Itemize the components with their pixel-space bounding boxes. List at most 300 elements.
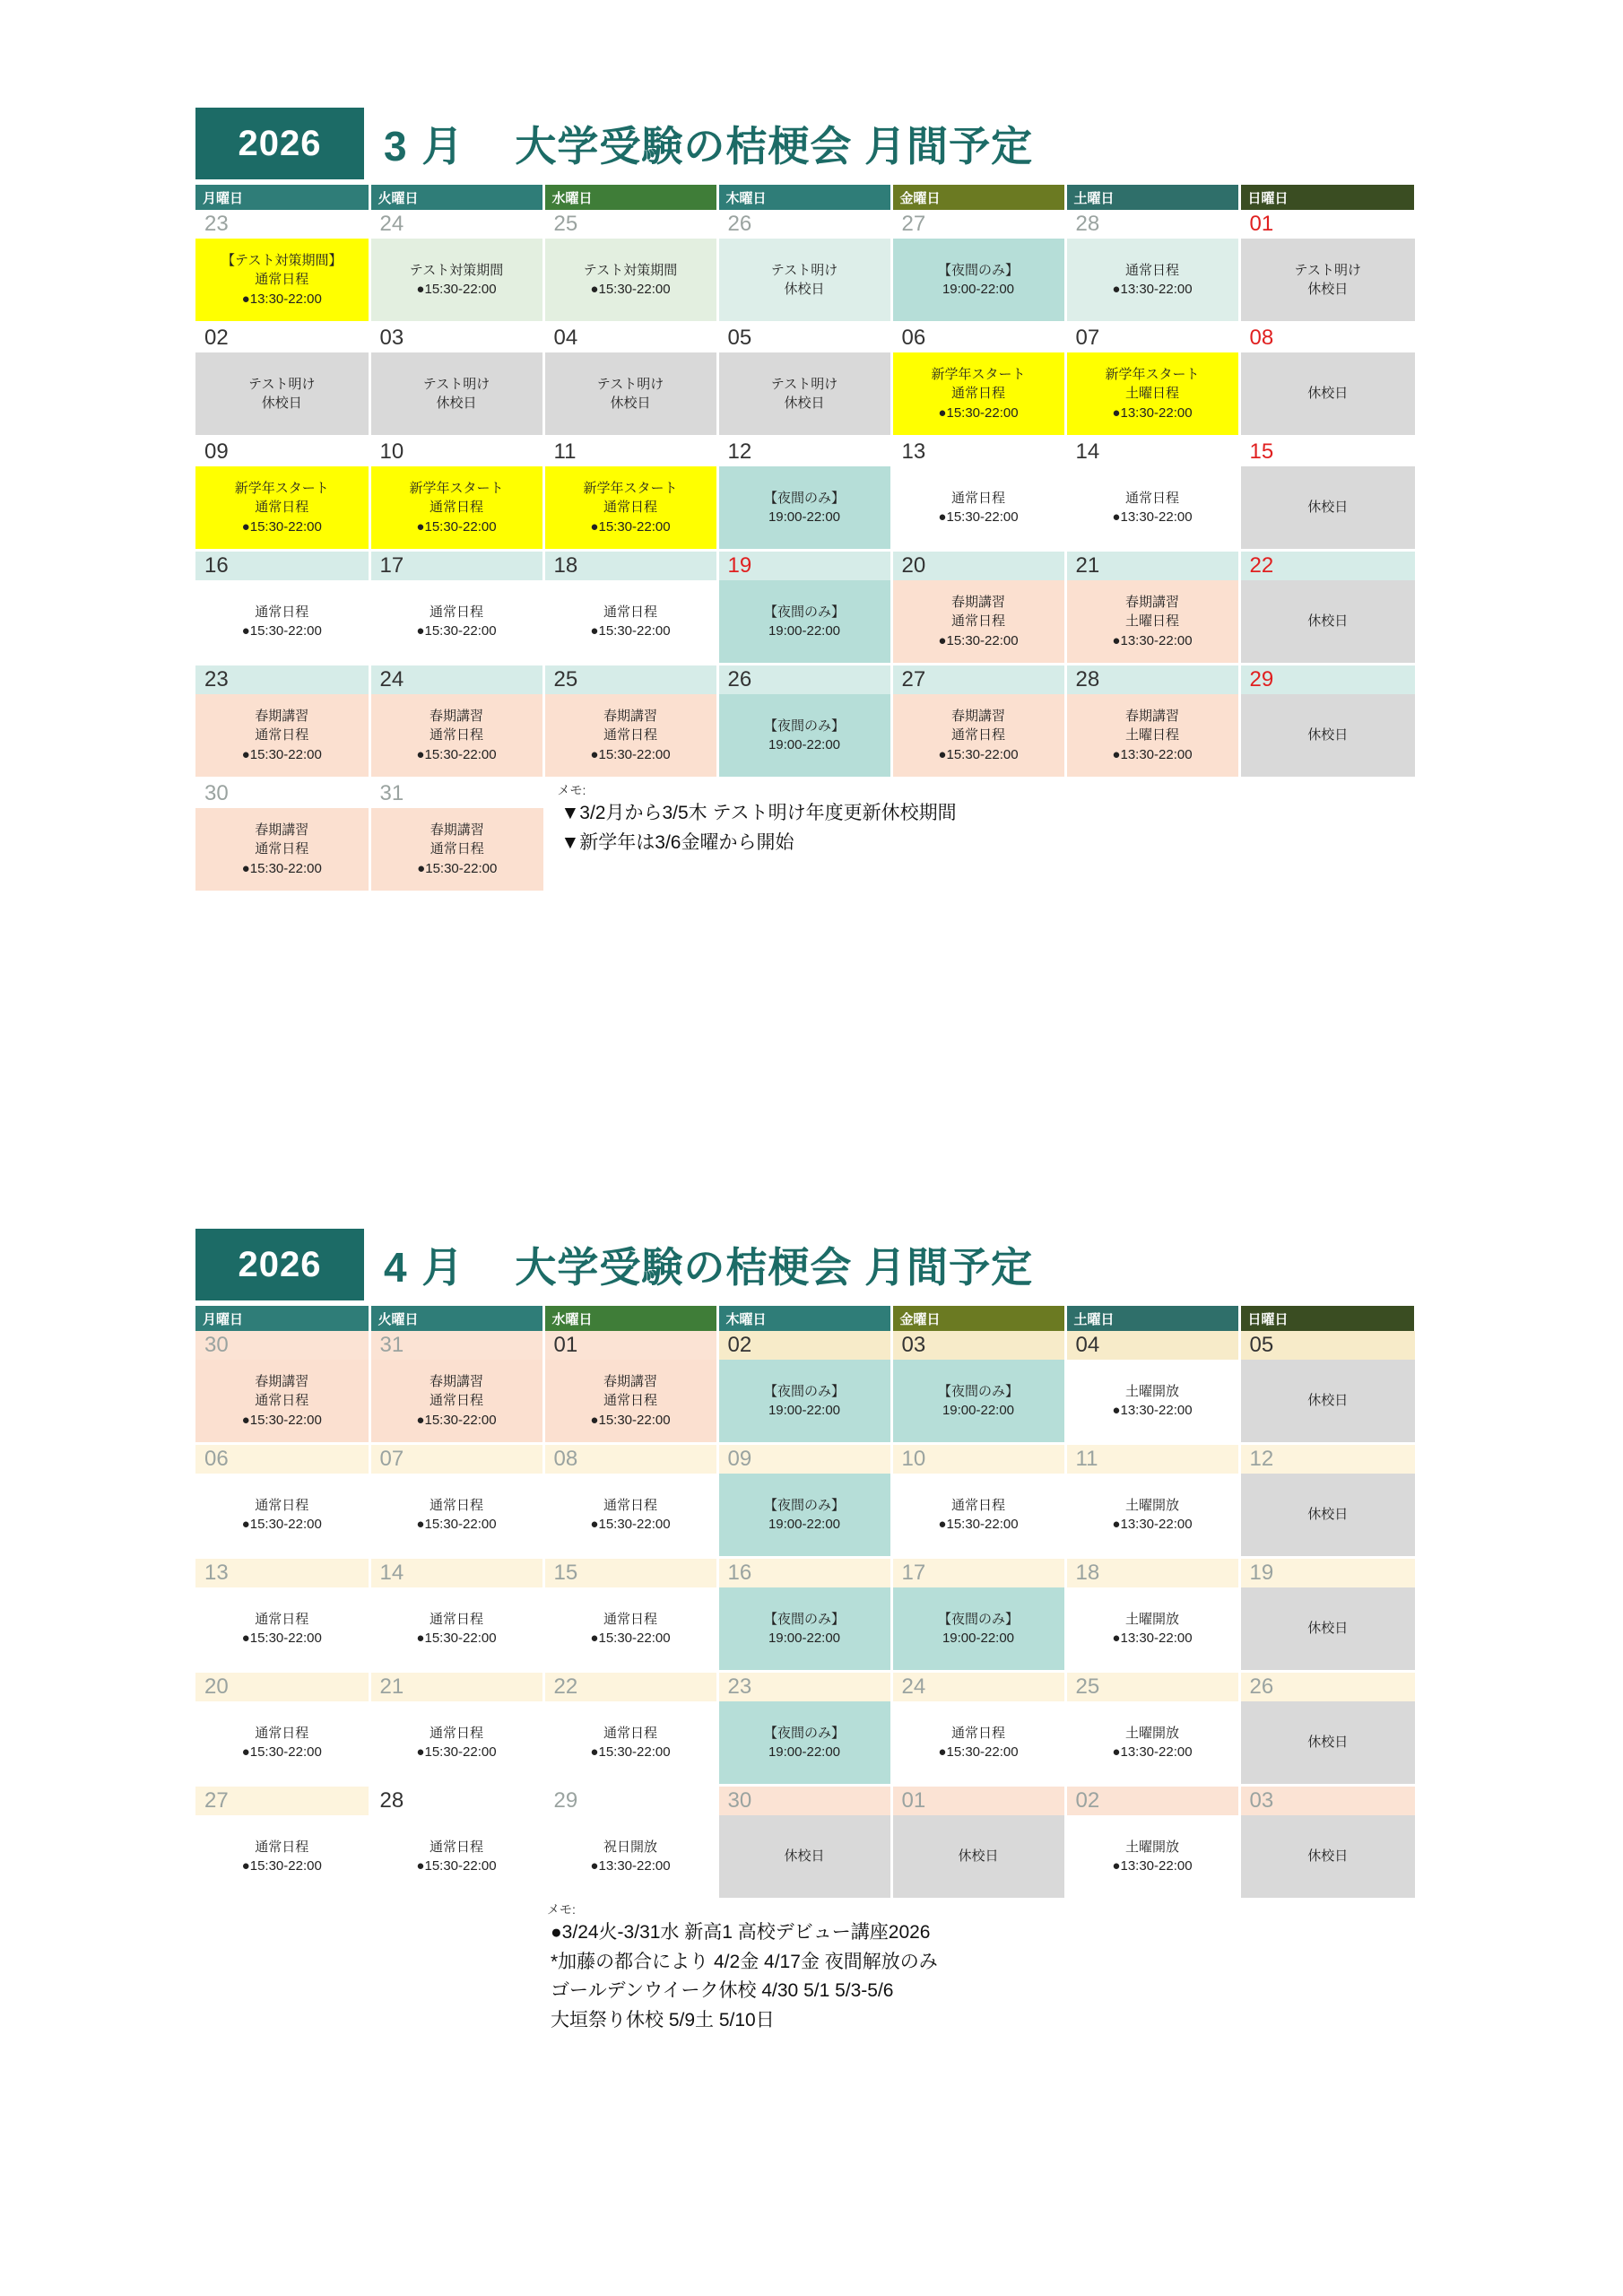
day-number: 16 — [717, 1558, 891, 1588]
weekday-monday: 月曜日 — [195, 185, 369, 210]
day-number: 25 — [543, 210, 717, 239]
day-cell — [1065, 1360, 1239, 1444]
cell-line-2: ●15:30-22:00 — [416, 1631, 497, 1646]
april-weekday-header — [195, 1306, 1415, 1331]
day-number: 18 — [543, 551, 717, 581]
april-calendar-table — [195, 1306, 1417, 1900]
cell-line-3: ●15:30-22:00 — [241, 860, 322, 876]
day-cell — [369, 808, 543, 892]
cell-line-1: 休校日 — [1307, 1848, 1349, 1865]
april-month-label: 4 月 — [384, 1244, 465, 1291]
day-number: 03 — [891, 1331, 1065, 1360]
day-number: 24 — [369, 665, 543, 695]
day-number: 27 — [891, 210, 1065, 239]
table-row — [195, 778, 1415, 809]
cell-line-2: ●13:30-22:00 — [1112, 1631, 1193, 1646]
cell-line-1: 通常日程 — [429, 1725, 483, 1741]
cell-line-1: 春期講習 — [1124, 595, 1179, 611]
cell-line-1: 通常日程 — [950, 1725, 1005, 1741]
day-number: 28 — [1065, 665, 1239, 695]
day-number: 15 — [1239, 437, 1415, 467]
day-cell — [891, 1701, 1065, 1786]
cell-line-3: 19:00-22:00 — [942, 282, 1015, 297]
day-cell — [369, 580, 543, 665]
weekday-monday: 月曜日 — [195, 1306, 369, 1331]
cell-line-2: 休校日 — [610, 396, 651, 411]
day-number: 17 — [369, 551, 543, 581]
cell-line-2: ●15:30-22:00 — [241, 1631, 322, 1646]
march-memo — [543, 778, 1415, 892]
day-cell — [1065, 352, 1239, 437]
cell-line-3: 19:00-22:00 — [768, 1517, 841, 1532]
day-cell — [195, 1360, 369, 1444]
day-cell — [369, 1701, 543, 1786]
cell-line-3: ●15:30-22:00 — [241, 1412, 322, 1428]
cell-line-2: ●13:30-22:00 — [1112, 1403, 1193, 1418]
day-cell — [195, 694, 369, 778]
cell-line-3: ●13:30-22:00 — [1112, 404, 1193, 421]
cell-line-1: 【夜間のみ】 — [763, 490, 845, 506]
day-number: 03 — [369, 323, 543, 353]
cell-line-1: 土曜開放 — [1124, 1839, 1179, 1855]
day-number: 07 — [1065, 323, 1239, 353]
day-number: 01 — [891, 1786, 1065, 1816]
cell-line-2: ●15:30-22:00 — [241, 1744, 322, 1760]
cell-line-1: 休校日 — [958, 1848, 999, 1865]
day-number: 08 — [1239, 323, 1415, 353]
cell-line-2: 通常日程 — [429, 727, 483, 744]
april-memo — [195, 1900, 1415, 2035]
cell-line-1: 休校日 — [1307, 386, 1349, 402]
cell-line-2: ●15:30-22:00 — [241, 623, 322, 639]
cell-line-1: 休校日 — [1307, 500, 1349, 516]
weekday-thursday: 木曜日 — [717, 185, 891, 210]
cell-line-3: ●15:30-22:00 — [590, 518, 671, 535]
day-number: 27 — [891, 665, 1065, 695]
march-title-row — [195, 108, 1415, 179]
march-calendar-table — [195, 185, 1417, 893]
day-cell — [1239, 1474, 1415, 1558]
cell-line-2: 土曜日程 — [1124, 727, 1179, 744]
weekday-saturday: 土曜日 — [1065, 185, 1239, 210]
cell-line-2: ●13:30-22:00 — [1112, 1858, 1193, 1874]
day-cell — [717, 466, 891, 551]
cell-line-1: 祝日開放 — [603, 1839, 657, 1855]
cell-line-3: ●15:30-22:00 — [590, 746, 671, 762]
table-row — [195, 466, 1415, 551]
cell-line-1: 通常日程 — [255, 1611, 309, 1627]
day-cell — [891, 239, 1065, 323]
cell-line-2: ●15:30-22:00 — [590, 623, 671, 639]
day-cell — [369, 466, 543, 551]
day-cell — [543, 1474, 717, 1558]
cell-line-1: 春期講習 — [603, 709, 657, 725]
day-number: 23 — [717, 1672, 891, 1702]
cell-line-3: 19:00-22:00 — [768, 509, 841, 525]
day-cell — [543, 352, 717, 437]
day-number: 26 — [1239, 1672, 1415, 1702]
day-cell — [891, 694, 1065, 778]
cell-line-2: 休校日 — [784, 282, 825, 297]
day-cell — [195, 1587, 369, 1672]
day-cell — [717, 239, 891, 323]
cell-line-1: 新学年スタート — [931, 367, 1026, 383]
day-cell — [543, 580, 717, 665]
table-row — [195, 1786, 1415, 1816]
day-number: 12 — [717, 437, 891, 467]
day-number: 06 — [891, 323, 1065, 353]
day-cell — [1239, 1587, 1415, 1672]
memo-line-2: *加藤の都合により 4/2金 4/17金 夜間解放のみ — [551, 1951, 938, 1972]
memo-line-2: ▼新学年は3/6金曜から開始 — [560, 831, 794, 853]
day-cell — [369, 1360, 543, 1444]
weekday-sunday: 日曜日 — [1239, 1306, 1415, 1331]
cell-line-2: 土曜日程 — [1124, 386, 1179, 402]
cell-line-3: ●15:30-22:00 — [416, 746, 497, 762]
day-cell — [717, 1815, 891, 1900]
day-number: 19 — [1239, 1558, 1415, 1588]
april-calendar-block — [195, 1229, 1415, 2035]
cell-line-1: 通常日程 — [603, 1611, 657, 1627]
cell-line-1: 休校日 — [1307, 613, 1349, 630]
day-cell — [195, 1701, 369, 1786]
cell-line-1: 【夜間のみ】 — [937, 1611, 1019, 1627]
cell-line-3: ●15:30-22:00 — [590, 1412, 671, 1428]
table-row — [195, 437, 1415, 467]
cell-line-1: 新学年スタート — [1105, 367, 1200, 383]
cell-line-2: 通常日程 — [950, 727, 1005, 744]
cell-line-2: 休校日 — [436, 396, 477, 411]
day-number: 26 — [717, 665, 891, 695]
day-number: 05 — [1239, 1331, 1415, 1360]
day-cell — [369, 1474, 543, 1558]
day-number: 29 — [543, 1786, 717, 1816]
day-number: 13 — [891, 437, 1065, 467]
cell-line-1: 【夜間のみ】 — [763, 1725, 845, 1741]
cell-line-1: 新学年スタート — [583, 481, 678, 497]
day-number: 09 — [717, 1444, 891, 1474]
day-number: 04 — [543, 323, 717, 353]
cell-line-1: 土曜開放 — [1124, 1725, 1179, 1741]
day-number: 27 — [195, 1786, 369, 1816]
day-cell — [543, 1815, 717, 1900]
day-number: 12 — [1239, 1444, 1415, 1474]
cell-line-2: 通常日程 — [255, 727, 309, 744]
day-cell — [1065, 1474, 1239, 1558]
cell-line-3: 19:00-22:00 — [942, 1403, 1015, 1418]
day-number: 14 — [369, 1558, 543, 1588]
day-number: 22 — [1239, 551, 1415, 581]
day-cell — [717, 1587, 891, 1672]
cell-line-3: 19:00-22:00 — [768, 1631, 841, 1646]
day-number: 01 — [543, 1331, 717, 1360]
day-number: 23 — [195, 665, 369, 695]
cell-line-1: 【夜間のみ】 — [763, 1383, 845, 1399]
day-cell — [1065, 1815, 1239, 1900]
cell-line-2: 通常日程 — [255, 500, 309, 516]
day-cell — [543, 239, 717, 323]
day-number: 23 — [195, 210, 369, 239]
day-cell — [891, 580, 1065, 665]
memo-line-1: ▼3/2月から3/5木 テスト明け年度更新休校期間 — [560, 803, 957, 823]
cell-line-2: 通常日程 — [430, 841, 484, 857]
cell-line-1: 通常日程 — [255, 1725, 309, 1741]
cell-line-2: 通常日程 — [255, 841, 309, 857]
table-row — [195, 1444, 1415, 1474]
cell-line-1: 新学年スタート — [234, 481, 329, 497]
cell-line-1: 【テスト対策期間】 — [221, 253, 343, 269]
cell-line-2: 休校日 — [1307, 282, 1349, 297]
day-number: 11 — [543, 437, 717, 467]
day-number: 15 — [543, 1558, 717, 1588]
cell-line-2: 休校日 — [784, 396, 825, 411]
cell-line-2: 通常日程 — [429, 1393, 483, 1409]
cell-line-2: ●15:30-22:00 — [938, 1744, 1019, 1760]
day-cell — [543, 694, 717, 778]
day-number: 29 — [1239, 665, 1415, 695]
cell-line-2: 通常日程 — [255, 1393, 309, 1409]
cell-line-2: ●13:30-22:00 — [1112, 1517, 1193, 1532]
day-number: 02 — [1065, 1786, 1239, 1816]
day-number: 24 — [891, 1672, 1065, 1702]
cell-line-1: 春期講習 — [950, 595, 1005, 611]
day-cell — [1239, 694, 1415, 778]
cell-line-2: ●13:30-22:00 — [1112, 509, 1193, 525]
weekday-sunday: 日曜日 — [1239, 185, 1415, 210]
day-cell — [543, 1587, 717, 1672]
april-title: 大学受験の桔梗会 月間予定 — [515, 1244, 1034, 1291]
day-number: 17 — [891, 1558, 1065, 1588]
cell-line-2: ●13:30-22:00 — [590, 1858, 671, 1874]
day-number: 09 — [195, 437, 369, 467]
weekday-thursday: 木曜日 — [717, 1306, 891, 1331]
april-title-row — [195, 1229, 1415, 1300]
day-number: 20 — [195, 1672, 369, 1702]
cell-line-1: 春期講習 — [950, 709, 1005, 725]
day-number: 30 — [717, 1786, 891, 1816]
cell-line-1: 通常日程 — [255, 604, 309, 620]
day-cell — [543, 466, 717, 551]
cell-line-1: 通常日程 — [603, 604, 657, 620]
cell-line-1: 休校日 — [784, 1848, 825, 1865]
march-title: 大学受験の桔梗会 月間予定 — [515, 123, 1034, 170]
cell-line-3: ●13:30-22:00 — [1112, 632, 1193, 648]
cell-line-2: ●15:30-22:00 — [590, 1517, 671, 1532]
cell-line-1: テスト対策期間 — [583, 262, 678, 278]
cell-line-1: 【夜間のみ】 — [937, 262, 1019, 278]
day-number: 26 — [717, 210, 891, 239]
day-cell — [1065, 466, 1239, 551]
cell-line-3: ●15:30-22:00 — [938, 632, 1019, 648]
cell-line-1: 土曜開放 — [1124, 1497, 1179, 1513]
cell-line-1: テスト明け — [422, 376, 490, 392]
day-cell — [1239, 580, 1415, 665]
march-weekday-header — [195, 185, 1415, 210]
cell-line-3: ●15:30-22:00 — [241, 746, 322, 762]
day-cell — [717, 352, 891, 437]
cell-line-1: 通常日程 — [429, 604, 483, 620]
table-row — [195, 352, 1415, 437]
cell-line-2: ●15:30-22:00 — [590, 1744, 671, 1760]
day-cell — [1239, 1360, 1415, 1444]
day-cell — [1065, 239, 1239, 323]
cell-line-2: ●13:30-22:00 — [1112, 1744, 1193, 1760]
day-number: 31 — [369, 778, 543, 809]
cell-line-1: 春期講習 — [429, 709, 483, 725]
cell-line-2: ●15:30-22:00 — [241, 1517, 322, 1532]
table-row — [195, 1815, 1415, 1900]
day-cell — [195, 239, 369, 323]
cell-line-1: 春期講習 — [1124, 709, 1179, 725]
cell-line-1: 土曜開放 — [1124, 1611, 1179, 1627]
cell-line-1: テスト明け — [1294, 262, 1361, 278]
table-row — [195, 1558, 1415, 1588]
day-cell — [195, 466, 369, 551]
table-row — [195, 1331, 1415, 1360]
table-row — [195, 665, 1415, 695]
day-cell — [369, 1587, 543, 1672]
cell-line-2: ●15:30-22:00 — [241, 1858, 322, 1874]
day-cell — [1239, 352, 1415, 437]
march-month-label: 3 月 — [384, 123, 465, 170]
cell-line-2: 通常日程 — [603, 1393, 657, 1409]
day-cell — [369, 352, 543, 437]
table-row — [195, 210, 1415, 239]
day-cell — [891, 1815, 1065, 1900]
cell-line-1: 通常日程 — [255, 1497, 309, 1513]
cell-line-1: 【夜間のみ】 — [763, 1611, 845, 1627]
day-number: 10 — [891, 1444, 1065, 1474]
day-cell — [891, 466, 1065, 551]
day-cell — [195, 580, 369, 665]
day-number: 19 — [717, 551, 891, 581]
cell-line-3: 19:00-22:00 — [942, 1631, 1015, 1646]
cell-line-1: 通常日程 — [1124, 490, 1179, 506]
day-number: 21 — [369, 1672, 543, 1702]
day-number: 25 — [543, 665, 717, 695]
weekday-tuesday: 火曜日 — [369, 1306, 543, 1331]
cell-line-1: 休校日 — [1307, 727, 1349, 744]
day-number: 03 — [1239, 1786, 1415, 1816]
day-cell — [543, 1701, 717, 1786]
cell-line-3: 19:00-22:00 — [768, 737, 841, 752]
day-cell — [369, 239, 543, 323]
day-number: 30 — [195, 1331, 369, 1360]
cell-line-3: ●13:30-22:00 — [1112, 746, 1193, 762]
weekday-tuesday: 火曜日 — [369, 185, 543, 210]
day-number: 02 — [195, 323, 369, 353]
day-number: 24 — [369, 210, 543, 239]
memo-label: メモ: — [547, 1902, 576, 1917]
day-cell — [369, 694, 543, 778]
day-cell — [1239, 1815, 1415, 1900]
cell-line-3: 19:00-22:00 — [768, 1744, 841, 1760]
day-cell — [1239, 466, 1415, 551]
cell-line-1: 通常日程 — [429, 1497, 483, 1513]
day-cell — [195, 352, 369, 437]
day-number: 07 — [369, 1444, 543, 1474]
cell-line-2: ●15:30-22:00 — [590, 1631, 671, 1646]
cell-line-3: ●15:30-22:00 — [416, 518, 497, 535]
cell-line-1: 休校日 — [1307, 1507, 1349, 1523]
table-row — [195, 1672, 1415, 1702]
table-row — [195, 1587, 1415, 1672]
cell-line-1: 休校日 — [1307, 1735, 1349, 1751]
cell-line-2: ●15:30-22:00 — [416, 1744, 497, 1760]
table-row — [195, 1474, 1415, 1558]
day-cell — [1065, 694, 1239, 778]
day-number: 11 — [1065, 1444, 1239, 1474]
cell-line-2: 通常日程 — [603, 727, 657, 744]
weekday-wednesday: 水曜日 — [543, 1306, 717, 1331]
day-cell — [195, 808, 369, 892]
day-number: 28 — [369, 1786, 543, 1816]
cell-line-3: 19:00-22:00 — [768, 1403, 841, 1418]
day-number: 31 — [369, 1331, 543, 1360]
cell-line-2: ●15:30-22:00 — [938, 1517, 1019, 1532]
cell-line-1: 通常日程 — [255, 1839, 309, 1855]
cell-line-1: 通常日程 — [429, 1839, 483, 1855]
cell-line-2: 休校日 — [261, 396, 302, 411]
cell-line-1: 通常日程 — [950, 1497, 1005, 1513]
cell-line-3: 19:00-22:00 — [768, 623, 841, 639]
cell-line-1: 新学年スタート — [409, 481, 504, 497]
day-number: 20 — [891, 551, 1065, 581]
day-cell — [1239, 1701, 1415, 1786]
cell-line-2: ●13:30-22:00 — [1112, 282, 1193, 297]
cell-line-1: 休校日 — [1307, 1621, 1349, 1637]
day-number: 10 — [369, 437, 543, 467]
day-cell — [717, 694, 891, 778]
cell-line-2: 土曜日程 — [1124, 613, 1179, 630]
day-number: 02 — [717, 1331, 891, 1360]
day-cell — [543, 1360, 717, 1444]
cell-line-1: 【夜間のみ】 — [937, 1383, 1019, 1399]
cell-line-2: 通常日程 — [950, 613, 1005, 630]
table-row — [195, 694, 1415, 778]
day-cell — [195, 1815, 369, 1900]
cell-line-1: 春期講習 — [430, 822, 484, 839]
day-cell — [1239, 239, 1415, 323]
memo-line-3: ゴールデンウイーク休校 4/30 5/1 5/3-5/6 — [551, 1980, 894, 2002]
cell-line-1: 通常日程 — [950, 490, 1005, 506]
cell-line-1: テスト明け — [770, 262, 838, 278]
day-cell — [717, 1701, 891, 1786]
weekday-friday: 金曜日 — [891, 1306, 1065, 1331]
day-number: 22 — [543, 1672, 717, 1702]
day-cell — [1065, 1701, 1239, 1786]
day-cell — [891, 1474, 1065, 1558]
day-cell — [369, 1815, 543, 1900]
cell-line-3: ●15:30-22:00 — [417, 860, 498, 876]
cell-line-1: テスト明け — [596, 376, 664, 392]
memo-line-4: 大垣祭り休校 5/9土 5/10日 — [551, 2009, 775, 2031]
march-year-badge: 2026 — [195, 108, 364, 179]
day-number: 25 — [1065, 1672, 1239, 1702]
day-number: 08 — [543, 1444, 717, 1474]
day-number: 21 — [1065, 551, 1239, 581]
day-number: 28 — [1065, 210, 1239, 239]
weekday-wednesday: 水曜日 — [543, 185, 717, 210]
table-row — [195, 551, 1415, 581]
day-number: 14 — [1065, 437, 1239, 467]
cell-line-1: 【夜間のみ】 — [763, 1497, 845, 1513]
day-number: 06 — [195, 1444, 369, 1474]
day-cell — [891, 1587, 1065, 1672]
day-number: 04 — [1065, 1331, 1239, 1360]
cell-line-1: 春期講習 — [255, 1374, 309, 1390]
day-cell — [891, 1360, 1065, 1444]
